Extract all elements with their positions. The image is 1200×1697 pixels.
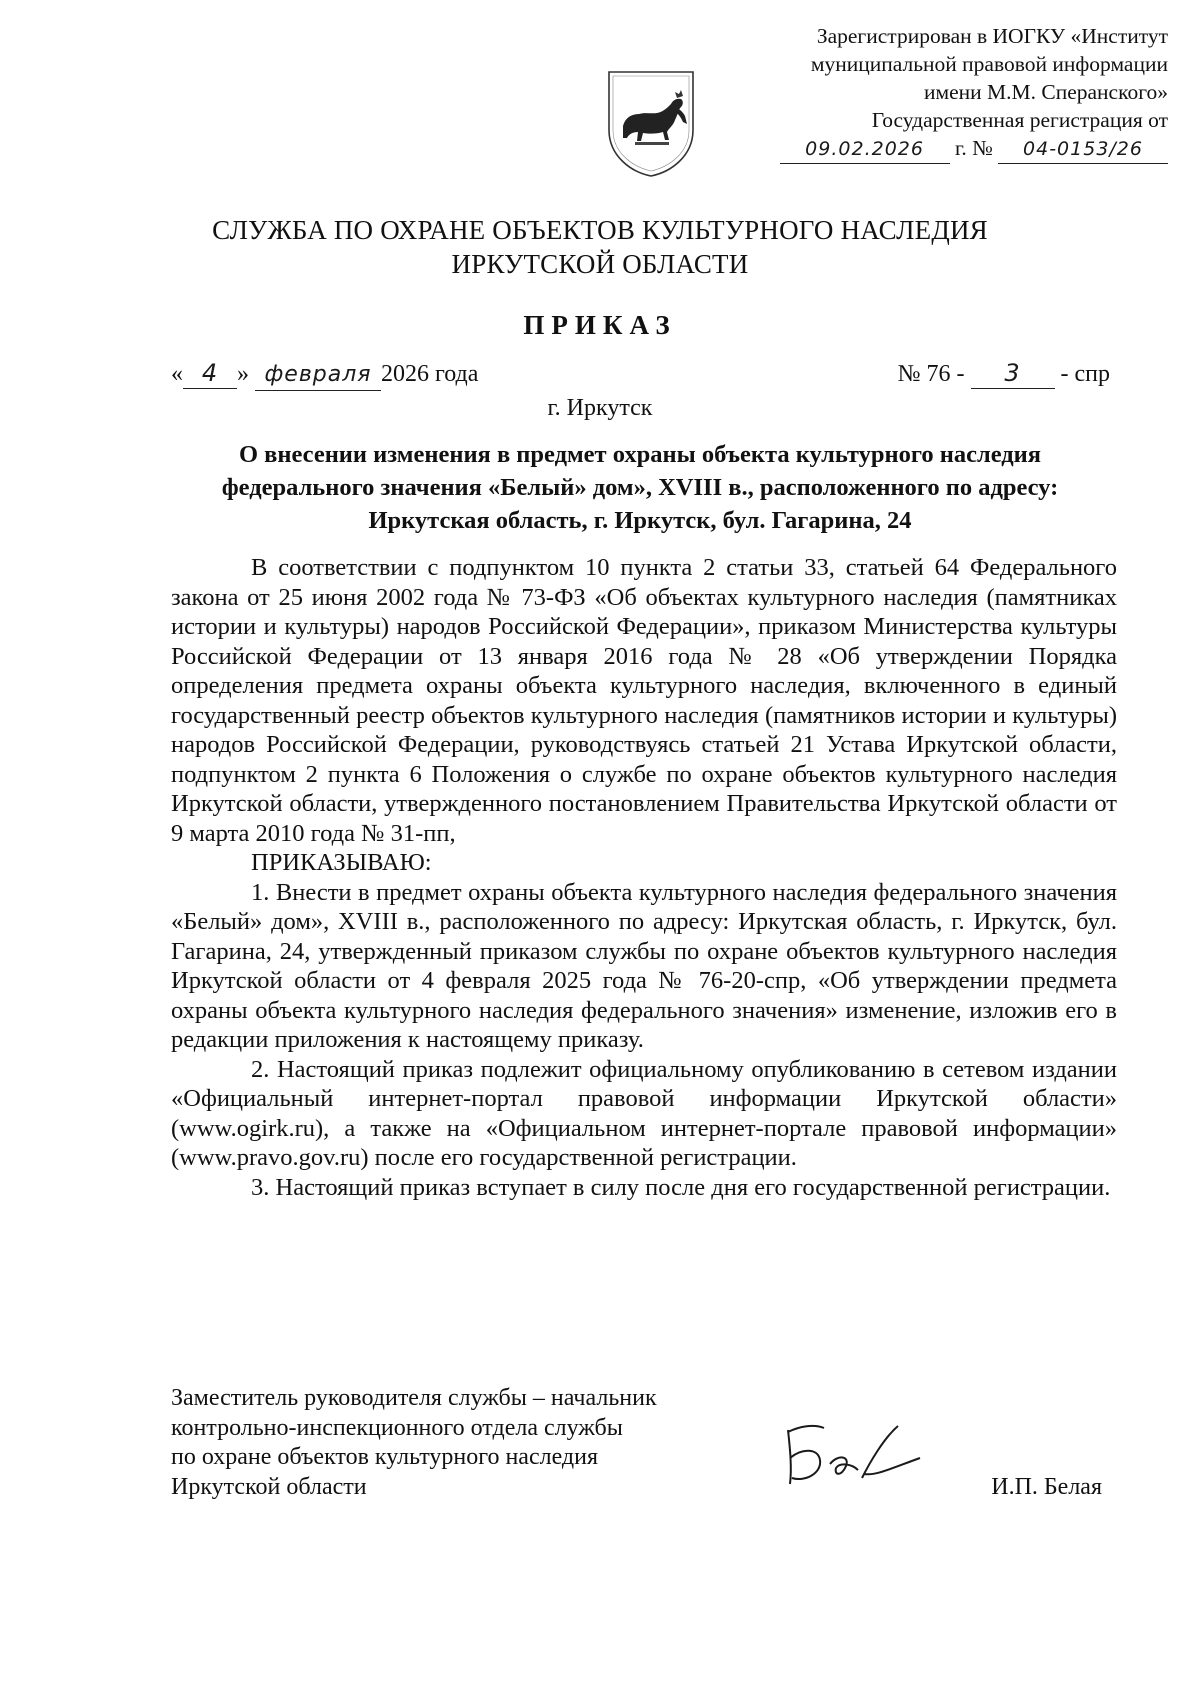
preamble-paragraph: В соответствии с подпунктом 10 пункта 2 статьи 33, статьей 64 Федерального закона от 25 июня 2002 года № 73-ФЗ «Об объектах культурного наследия (памятниках истории и культуры) народов Российской Федерации», приказом Министерства культуры Российской Федерации от 13 января 2016 года № 28 «Об утверждении Порядка определения предмета охраны объекта культурного наследия, включенного в единый государственный реестр объектов культурного наследия (памятников истории и культуры) народов Российской Федерации, руководствуясь статьей 21 Устава Иркутской области, подпунктом 2 пункта 6 Положения о службе по охране объектов культурного наследия Иркутской области, утвержденного постановлением Правительства Иркутской области от 9 марта 2010 года № 31-пп, — [171, 554, 1117, 847]
signatory-name: И.П. Белая — [991, 1474, 1102, 1500]
order-verb: ПРИКАЗЫВАЮ: — [251, 849, 432, 876]
order-date — [171, 358, 478, 391]
registration-number-prefix: г. № — [954, 136, 993, 160]
date-open-quote: « — [171, 361, 183, 387]
order-subject — [160, 438, 1120, 537]
agency-line-1: СЛУЖБА ПО ОХРАНЕ ОБЪЕКТОВ КУЛЬТУРНОГО НАСЛЕДИЯ — [212, 215, 988, 245]
registration-line-4: Государственная регистрация от — [871, 108, 1168, 132]
order-day: 4 — [183, 358, 237, 389]
signatory-line-3: по охране объектов культурного наследия — [171, 1444, 599, 1470]
subject-line-2: федерального значения «Белый» дом», XVIII в., расположенного по адресу: — [221, 474, 1059, 501]
signatory-title — [171, 1384, 771, 1502]
subject-line-3: Иркутская область, г. Иркутск, бул. Гагарина, 24 — [368, 507, 912, 534]
order-month: февраля — [255, 360, 381, 391]
agency-line-2: ИРКУТСКОЙ ОБЛАСТИ — [451, 249, 749, 279]
order-item-2: 2. Настоящий приказ подлежит официальному опубликованию в сетевом издании «Официальный интернет-портал правовой информации Иркутской области» (www.ogirk.ru), а также на «Официальном интернет-портале правовой информации» (www.pravo.gov.ru) после его государственной регистрации. — [171, 1055, 1117, 1171]
order-number-handwritten: 3 — [971, 358, 1055, 389]
signatory-line-1: Заместитель руководителя службы – начальник — [171, 1385, 657, 1411]
registration-stamp — [690, 22, 1168, 164]
order-number — [898, 358, 1110, 389]
handwritten-signature — [780, 1418, 930, 1496]
signatory-line-4: Иркутской области — [171, 1473, 367, 1500]
registration-line-2: муниципальной правовой информации — [810, 52, 1168, 76]
order-number-prefix: № 76 - — [897, 361, 965, 387]
order-item-1: 1. Внести в предмет охраны объекта культурного наследия федерального значения «Белый» дом», XVIII в., расположенного по адресу: Иркутская область, г. Иркутск, бул. Гагарина, 24, утвержденный приказом службы по охране объектов культурного наследия Иркутской области от 4 февраля 2025 года № 76-20-спр, «Об утверждении предмета охраны объекта культурного наследия федерального значения» изменение, изложив его в редакции приложения к настоящему приказу. — [171, 878, 1117, 1053]
registration-date-number — [690, 134, 1168, 164]
signatory-line-2: контрольно-инспекционного отдела службы — [171, 1414, 623, 1441]
registration-line-3: имени М.М. Сперанского» — [923, 80, 1168, 104]
order-city: г. Иркутск — [547, 395, 653, 421]
registration-number: 04-0153/26 — [998, 135, 1168, 164]
coat-of-arms-icon — [605, 68, 697, 178]
order-item-3: 3. Настоящий приказ вступает в силу после дня его государственной регистрации. — [251, 1173, 1111, 1201]
registration-line-1: Зарегистрирован в ИОГКУ «Институт — [816, 24, 1168, 48]
subject-line-1: О внесении изменения в предмет охраны объекта культурного наследия — [238, 441, 1042, 468]
order-year: 2026 года — [381, 361, 479, 387]
order-number-suffix: - спр — [1060, 361, 1110, 387]
date-close-quote: » — [237, 361, 249, 387]
order-title: ПРИКАЗ — [523, 310, 677, 340]
order-body — [171, 553, 1117, 1202]
agency-name — [0, 213, 1200, 281]
registration-date: 09.02.2026 — [780, 135, 950, 164]
